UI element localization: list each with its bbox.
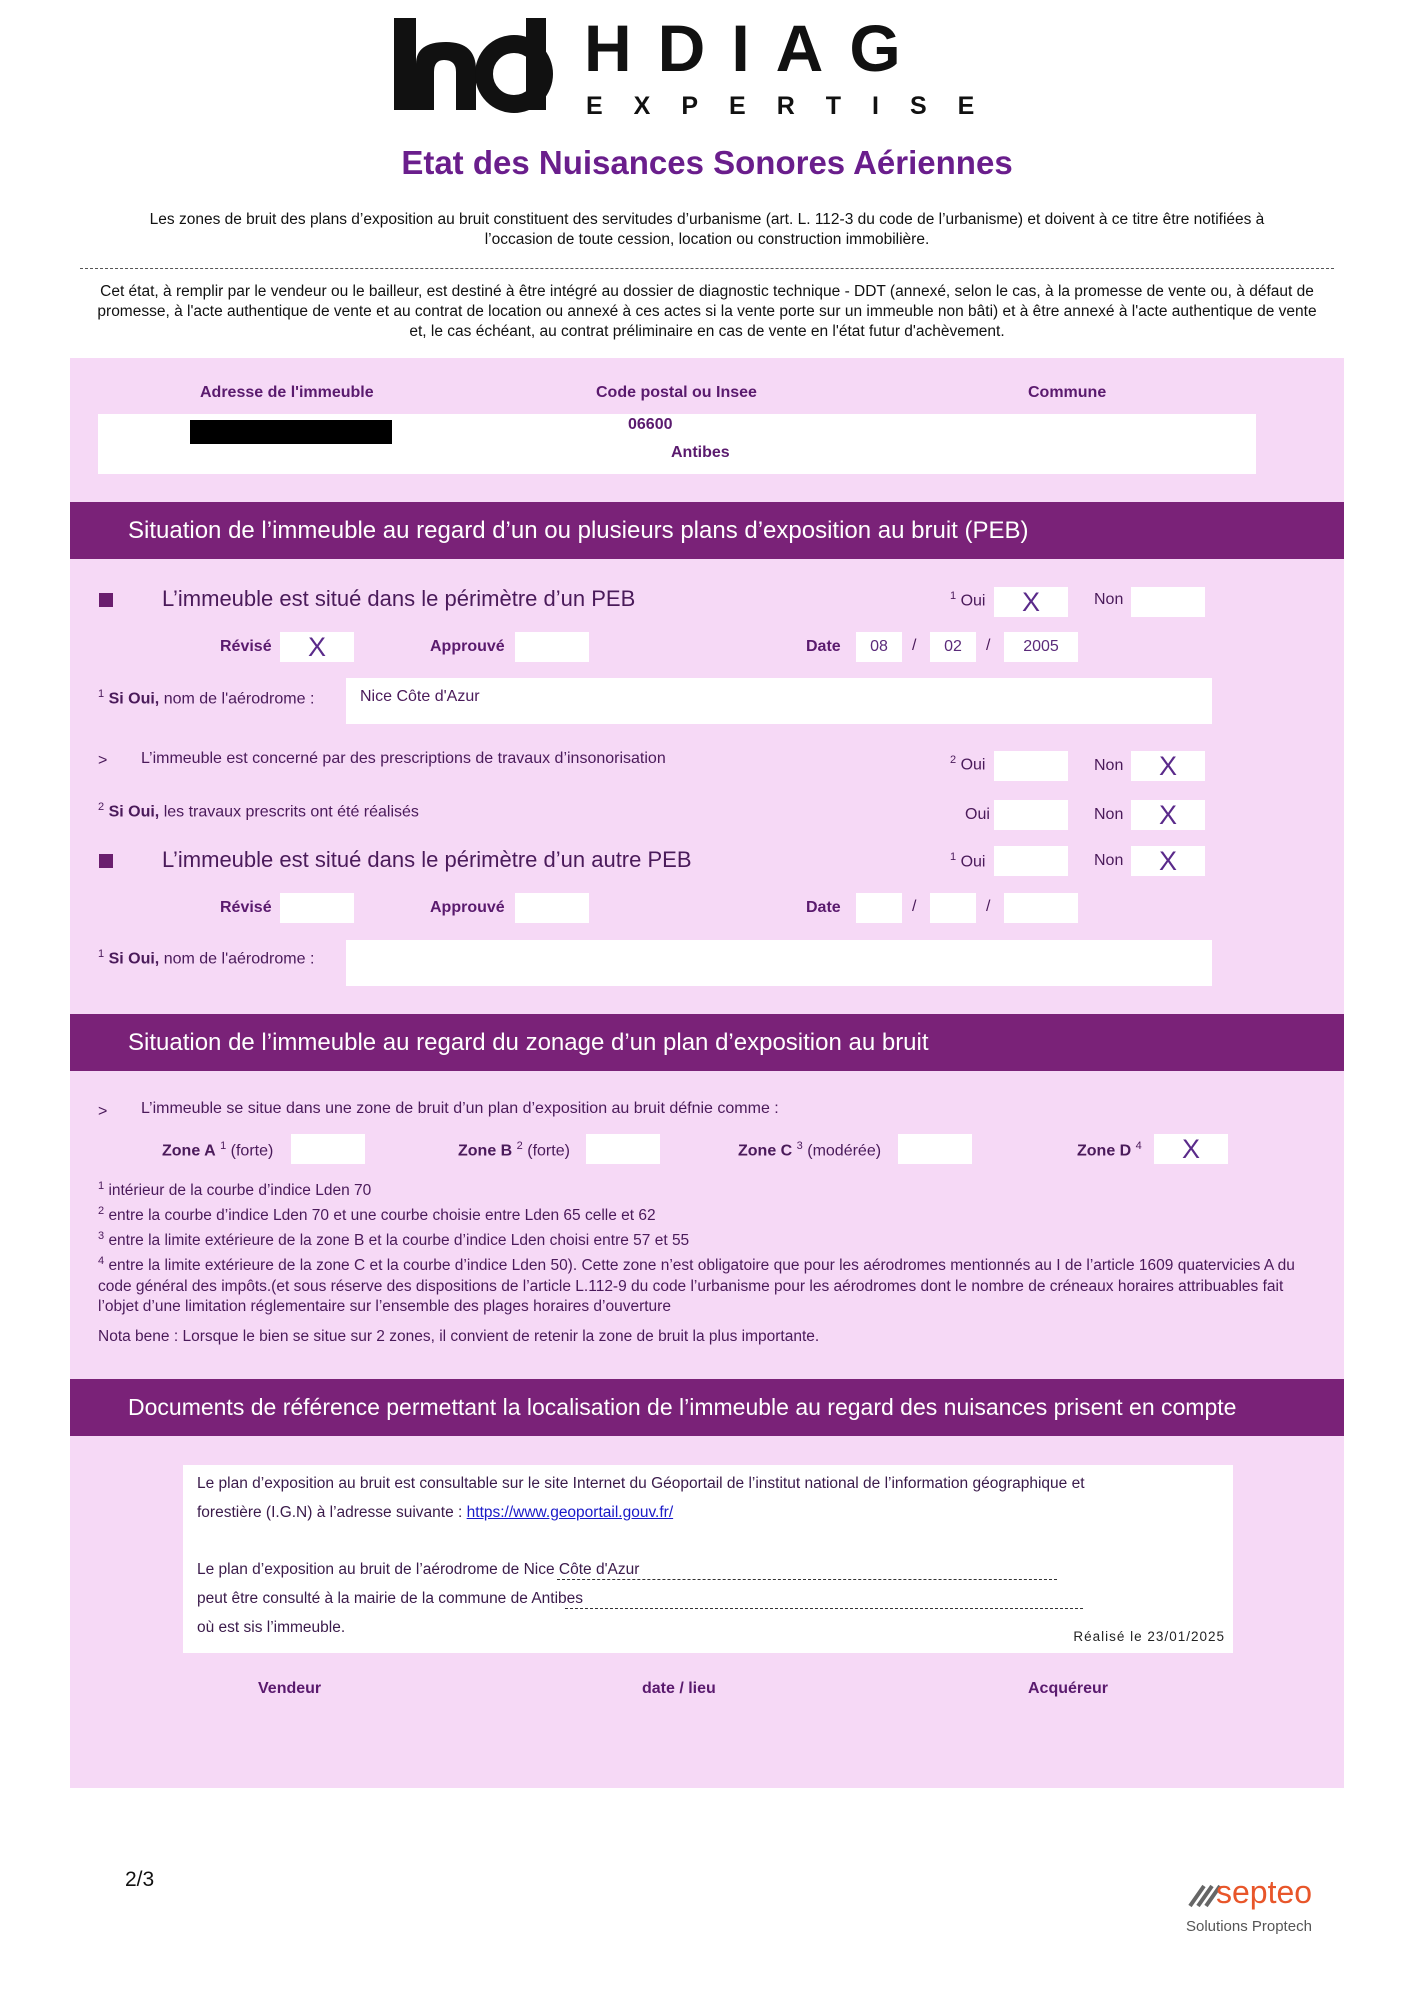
arrow-icon: >: [98, 752, 108, 769]
date-slash: /: [986, 637, 991, 654]
zone-d-label: Zone D $^4$: [1077, 1140, 1142, 1160]
docs-line-5: où est sis l’immeuble.: [197, 1619, 346, 1636]
q4-si-oui-label: $^1$ Si Oui, nom de l'aérodrome :: [98, 948, 315, 968]
q2-non-checkbox[interactable]: X: [1131, 751, 1205, 781]
bullet-square-icon: [99, 593, 113, 607]
dashed-divider: [80, 268, 1334, 269]
q1-revise-label: Révisé: [220, 638, 272, 655]
docs-aerodrome: Nice Côte d'Azur: [523, 1561, 640, 1578]
q4-date-label: Date: [806, 899, 841, 916]
nota-bene: Nota bene : Lorsque le bien se situe sur 2 zones, il convient de retenir la zone de bruit la plus importante.: [98, 1327, 820, 1345]
address-box[interactable]: [98, 414, 1256, 474]
q4-date-year[interactable]: [1004, 893, 1078, 923]
postal-value: 06600: [628, 416, 673, 433]
docs-commune: Antibes: [531, 1590, 584, 1607]
q1-revise-checkbox[interactable]: X: [280, 632, 354, 662]
logo-brand: HDIAG: [584, 11, 927, 85]
q1-non-label: Non: [1094, 591, 1124, 608]
q1-date-label: Date: [806, 638, 841, 655]
page-title: Etat des Nuisances Sonores Aériennes: [401, 144, 1013, 181]
zonage-band: [70, 1014, 1344, 1071]
realise-date: Réalisé le 23/01/2025: [1073, 1629, 1225, 1644]
zone-b-label: Zone B $^2$ (forte): [458, 1140, 570, 1160]
zonage-band-title: Situation de l’immeuble au regard du zonage d’un plan d’exposition au bruit: [128, 1029, 929, 1056]
hdiag-logo: [394, 11, 1034, 126]
zone-d-checkbox[interactable]: X: [1154, 1134, 1228, 1164]
vendeur-label: Vendeur: [258, 1680, 322, 1697]
q3-non-checkbox[interactable]: X: [1131, 800, 1205, 830]
docs-line-1: Le plan d’exposition au bruit est consultable sur le site Internet du Géoportail de l’institut national de l’information géographique et: [197, 1475, 1085, 1492]
commune-value: Antibes: [671, 444, 730, 461]
q4-date-month[interactable]: [930, 893, 976, 923]
q3-non-label: Non: [1094, 806, 1124, 823]
aerodrome-value: Nice Côte d'Azur: [360, 688, 480, 705]
date-slash: /: [912, 637, 917, 654]
q1-text: L’immeuble est situé dans le périmètre d’un PEB: [162, 586, 636, 611]
q2-oui-checkbox[interactable]: [994, 751, 1068, 781]
q4-approuve-checkbox[interactable]: [515, 893, 589, 923]
q4-date-day[interactable]: [856, 893, 902, 923]
zonage-intro: L’immeuble se situe dans une zone de bruit d’un plan d’exposition au bruit défnie comme :: [141, 1100, 779, 1117]
q4-revise-checkbox[interactable]: [280, 893, 354, 923]
date-lieu-label: date / lieu: [642, 1680, 716, 1697]
aerodrome-field[interactable]: [346, 678, 1212, 724]
intro-text: Les zones de bruit des plans d’exposition au bruit constituent des servitudes d’urbanisme (art. L. 112-3 du code de l’urbanisme) et doivent à ce titre être notifiées à l’occasion de toute cession, location ou construction immobilière.: [149, 211, 1265, 248]
q2-text: L’immeuble est concerné par des prescriptions de travaux d’insonorisation: [141, 750, 666, 767]
intro-ddt-text: Cet état, à remplir par le vendeur ou le bailleur, est destiné à être intégré au dossier de diagnostic technique - DDT (annexé, selon le cas, à la promesse de vente ou, à défaut de promesse, à l'acte authentique de vente et au contrat de location ou annexé à ces actes si la vente porte sur un immeuble non bâti) et à être annexé à l'acte authentique de vente et, le cas échéant, au contrat préliminaire en cas de vente en l'état futur d'achèvement.: [97, 283, 1317, 340]
postal-label: Code postal ou Insee: [596, 384, 757, 401]
septeo-sub: Solutions Proptech: [1186, 1918, 1312, 1935]
zone-b-checkbox[interactable]: [586, 1134, 660, 1164]
q1-date-year[interactable]: 2005: [1004, 632, 1078, 662]
note-1: $^1$ intérieur de la courbe d’indice Lden 70: [98, 1180, 372, 1200]
acquereur-label: Acquéreur: [1028, 1680, 1109, 1697]
zone-a-checkbox[interactable]: [291, 1134, 365, 1164]
q4-non-checkbox[interactable]: X: [1131, 846, 1205, 876]
q4-oui-label: $^1$ Oui: [950, 851, 986, 871]
q1-date-day[interactable]: 08: [856, 632, 902, 662]
q3-oui-label: Oui: [965, 806, 990, 823]
q1-date-month[interactable]: 02: [930, 632, 976, 662]
q2-oui-label: $^2$ Oui: [950, 754, 986, 774]
page-number: 2/3: [125, 1868, 155, 1891]
q4-revise-label: Révisé: [220, 899, 272, 916]
redacted-address: [190, 420, 392, 444]
docs-box: [183, 1465, 1233, 1653]
docs-line-4: peut être consulté à la mairie de la commune de Antibes: [197, 1590, 584, 1607]
docs-band-title: Documents de référence permettant la localisation de l’immeuble au regard des nuisances prisent en compte: [128, 1394, 1237, 1420]
docs-line-3: Le plan d’exposition au bruit de l’aérodrome de Nice Côte d'Azur: [197, 1561, 640, 1578]
bullet-square-icon: [99, 854, 113, 868]
septeo-logo: [1186, 1874, 1346, 1938]
dashed-underline: [557, 1579, 1057, 1580]
q1-approuve-checkbox[interactable]: [515, 632, 589, 662]
docs-band: [70, 1379, 1344, 1436]
address-label: Adresse de l'immeuble: [200, 384, 374, 401]
date-slash: /: [986, 898, 991, 915]
q1-oui-label: $^1$ Oui: [950, 590, 986, 610]
peb-band-title: Situation de l’immeuble au regard d’un ou plusieurs plans d’exposition au bruit (PEB): [128, 517, 1029, 544]
date-slash: /: [912, 898, 917, 915]
q2-non-label: Non: [1094, 757, 1124, 774]
note-3: $^3$ entre la limite extérieure de la zone B et la courbe d’indice Lden choisi entre 57 et 55: [98, 1230, 690, 1250]
q4-oui-checkbox[interactable]: [994, 846, 1068, 876]
logo-sub: EXPERTISE: [586, 92, 1006, 120]
zone-c-label: Zone C $^3$ (modérée): [738, 1140, 882, 1160]
peb-band: [70, 502, 1344, 559]
q1-oui-checkbox[interactable]: X: [994, 587, 1068, 617]
aerodrome2-field[interactable]: [346, 940, 1212, 986]
note-2: $^2$ entre la courbe d’indice Lden 70 et une courbe choisie entre Lden 65 celle et 62: [98, 1205, 656, 1225]
commune-label: Commune: [1028, 384, 1107, 401]
dashed-underline: [565, 1608, 1083, 1609]
arrow-icon: >: [98, 1103, 108, 1120]
septeo-brand: septeo: [1216, 1874, 1313, 1910]
q4-text: L’immeuble est situé dans le périmètre d’un autre PEB: [162, 847, 692, 872]
geoportail-link[interactable]: https://www.geoportail.gouv.fr/: [466, 1504, 674, 1521]
note-4: $^4$ entre la limite extérieure de la zone C et la courbe d’indice Lden 50). Cette zone n’est obligatoire que pour les aérodromes mentionnés au I de l’article 1609 quatervicies A du code général des impôts.(et sous réserve des dispositions de l’article L.112-9 du code l’urbanisme pour les aérodromes dont le nombre de créneaux horaires attribuables fait l’objet d’une limitation réglementaire sur l’ensemble des plages horaires d’ouverture: [98, 1255, 1295, 1315]
q4-non-label: Non: [1094, 852, 1124, 869]
zone-c-checkbox[interactable]: [898, 1134, 972, 1164]
q1-si-oui-label: $^1$ Si Oui, nom de l'aérodrome :: [98, 688, 315, 708]
q4-approuve-label: Approuvé: [430, 899, 505, 916]
docs-line-2: forestière (I.G.N) à l’adresse suivante : https://www.geoportail.gouv.fr/: [197, 1504, 674, 1521]
q1-approuve-label: Approuvé: [430, 638, 505, 655]
q3-text: $^2$ Si Oui, les travaux prescrits ont été réalisés: [98, 801, 419, 821]
q1-non-checkbox[interactable]: [1131, 587, 1205, 617]
q3-oui-checkbox[interactable]: [994, 800, 1068, 830]
zone-a-label: Zone A $^1$ (forte): [162, 1140, 274, 1160]
zone-notes: [98, 1176, 1298, 1347]
